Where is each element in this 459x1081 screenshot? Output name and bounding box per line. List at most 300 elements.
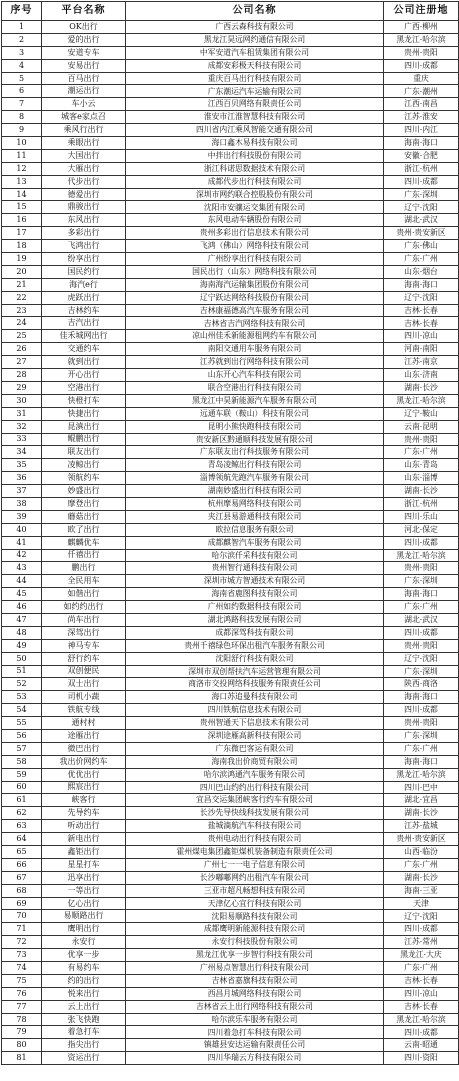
row-platform-name: 麒麟优车 <box>42 536 126 549</box>
row-location: 江西·南昌 <box>384 98 459 111</box>
row-location: 广东·广州 <box>384 858 459 871</box>
row-index: 81 <box>2 1052 42 1065</box>
row-index: 8 <box>2 111 42 124</box>
row-platform-name: 欧了出行 <box>42 523 126 536</box>
table-row <box>2 472 459 485</box>
row-index: 32 <box>2 420 42 433</box>
row-company-name: 贵州电动出行科技有限公司 <box>126 833 384 846</box>
table-row <box>2 162 459 175</box>
table-row <box>2 962 459 975</box>
row-company-name: 杭州摩易网络科技有限公司 <box>126 497 384 510</box>
row-platform-name: 永安行 <box>42 936 126 949</box>
row-platform-name: 东风出行 <box>42 214 126 227</box>
row-location: 江苏·常州 <box>384 936 459 949</box>
table-row <box>2 356 459 369</box>
row-company-name: 天津亿心宜行科技有限公司 <box>126 897 384 910</box>
row-platform-name: 一等出行 <box>42 884 126 897</box>
row-company-name: 沈阳市安骧运交集团有限公司 <box>126 201 384 214</box>
row-index: 20 <box>2 265 42 278</box>
row-index: 1 <box>2 21 42 34</box>
row-platform-name: 大雁出行 <box>42 162 126 175</box>
table-row <box>2 626 459 639</box>
row-company-name: 吉林康福德高汽车服务有限公司 <box>126 304 384 317</box>
table-row <box>2 317 459 330</box>
row-company-name: 深圳市双创帮扶汽车运营管理有限公司 <box>126 665 384 678</box>
row-company-name: 夹江县易游通科技有限公司 <box>126 510 384 523</box>
row-company-name: 青岛凌鲸出行科技有限公司 <box>126 459 384 472</box>
row-platform-name: 鑫钜出行 <box>42 846 126 859</box>
row-platform-name: 车小云 <box>42 98 126 111</box>
table-row <box>2 46 459 59</box>
table-row <box>2 871 459 884</box>
row-index: 54 <box>2 704 42 717</box>
row-company-name: 成都麒智汽车服务有限公司 <box>126 536 384 549</box>
header-registered-location: 公司注册地 <box>384 2 459 21</box>
row-index: 6 <box>2 85 42 98</box>
row-location: 黑龙江·哈尔滨 <box>384 1013 459 1026</box>
row-company-name: 西昌月城网络科技有限公司 <box>126 987 384 1000</box>
row-index: 62 <box>2 807 42 820</box>
row-platform-name: 着急打车 <box>42 1026 126 1039</box>
row-index: 72 <box>2 936 42 949</box>
row-index: 73 <box>2 949 42 962</box>
row-location: 云南·昭通 <box>384 1039 459 1052</box>
table-row <box>2 1013 459 1026</box>
table-row <box>2 987 459 1000</box>
row-location: 贵州·贵阳 <box>384 562 459 575</box>
table-row <box>2 691 459 704</box>
row-company-name: 成都安彩极天科技有限公司 <box>126 59 384 72</box>
header-index: 序号 <box>2 2 42 21</box>
row-platform-name: 尚车出行 <box>42 613 126 626</box>
row-index: 28 <box>2 369 42 382</box>
row-index: 2 <box>2 33 42 46</box>
row-company-name: 四川铁航信息技术有限公司 <box>126 704 384 717</box>
row-index: 39 <box>2 510 42 523</box>
row-index: 41 <box>2 536 42 549</box>
row-company-name: 广州纷享出行科技有限公司 <box>126 253 384 266</box>
table-row <box>2 343 459 356</box>
row-platform-name: 全民用车 <box>42 575 126 588</box>
row-platform-name: 听动出行 <box>42 820 126 833</box>
row-location: 四川·巴中 <box>384 781 459 794</box>
row-platform-name: 如约约出行 <box>42 601 126 614</box>
row-index: 38 <box>2 497 42 510</box>
row-company-name: 黑龙江中昊新能源汽车服务有限公司 <box>126 394 384 407</box>
row-company-name: 黑龙江昊远网约通信有限公司 <box>126 33 384 46</box>
table-row <box>2 846 459 859</box>
row-platform-name: 城客e家点召 <box>42 111 126 124</box>
row-company-name: 哈尔滨乐车服务有限公司 <box>126 1013 384 1026</box>
row-index: 36 <box>2 472 42 485</box>
table-row <box>2 523 459 536</box>
row-index: 51 <box>2 665 42 678</box>
row-company-name: 吉林省吉汽网络科技有限公司 <box>126 317 384 330</box>
row-platform-name: 大国出行 <box>42 149 126 162</box>
row-location: 贵州·贵阳 <box>384 639 459 652</box>
row-index: 71 <box>2 923 42 936</box>
row-platform-name: 领航约车 <box>42 472 126 485</box>
header-platform-name: 平台名称 <box>42 2 126 21</box>
row-location: 四川·内江 <box>384 124 459 137</box>
row-location: 天津 <box>384 897 459 910</box>
row-platform-name: OK出行 <box>42 21 126 34</box>
row-index: 68 <box>2 884 42 897</box>
row-company-name: 飞鸿（佛山）网络科技有限公司 <box>126 240 384 253</box>
row-location: 海南·海口 <box>384 755 459 768</box>
row-platform-name: 深驾出行 <box>42 626 126 639</box>
table-row <box>2 510 459 523</box>
row-location: 广东·潮州 <box>384 85 459 98</box>
row-platform-name: 舒行约车 <box>42 652 126 665</box>
row-platform-name: 飞鸿出行 <box>42 240 126 253</box>
row-index: 27 <box>2 356 42 369</box>
row-company-name: 南阳交通用车服务有限公司 <box>126 343 384 356</box>
row-index: 49 <box>2 639 42 652</box>
row-platform-name: 优享一步 <box>42 949 126 962</box>
row-platform-name: 纷享出行 <box>42 253 126 266</box>
row-platform-name: 空港出行 <box>42 381 126 394</box>
row-location: 四川·成都 <box>384 923 459 936</box>
table-row <box>2 188 459 201</box>
row-platform-name: 吉林约车 <box>42 304 126 317</box>
row-location: 四川·资阳 <box>384 1052 459 1065</box>
row-company-name: 盐城滴航汽车科技有限公司 <box>126 820 384 833</box>
row-platform-name: 鼎骏出行 <box>42 201 126 214</box>
table-row <box>2 149 459 162</box>
row-company-name: 联合空港出行科技有限公司 <box>126 381 384 394</box>
row-company-name: 三亚市超凡畅想科技有限公司 <box>126 884 384 897</box>
row-location: 辽宁·沈阳 <box>384 910 459 923</box>
row-company-name: 湖北鸿路科技发展有限公司 <box>126 613 384 626</box>
row-platform-name: 我出价网约车 <box>42 755 126 768</box>
table-row <box>2 201 459 214</box>
row-location: 吉林·长春 <box>384 317 459 330</box>
row-location: 云南·昆明 <box>384 420 459 433</box>
row-location: 吉林·长春 <box>384 1000 459 1013</box>
row-location: 贵州·贵阳 <box>384 46 459 59</box>
row-platform-name: 微巴出行 <box>42 742 126 755</box>
table-row <box>2 601 459 614</box>
row-index: 7 <box>2 98 42 111</box>
row-index: 44 <box>2 575 42 588</box>
row-company-name: 沈阳舒行科技有限公司 <box>126 652 384 665</box>
table-row <box>2 240 459 253</box>
row-location: 浙江·杭州 <box>384 497 459 510</box>
row-platform-name: 吉汽出行 <box>42 317 126 330</box>
table-row <box>2 923 459 936</box>
table-row <box>2 794 459 807</box>
row-company-name: 深圳途雁高新科技有限公司 <box>126 729 384 742</box>
row-index: 64 <box>2 833 42 846</box>
table-row <box>2 884 459 897</box>
row-company-name: 成都深驾科技有限公司 <box>126 626 384 639</box>
row-index: 17 <box>2 227 42 240</box>
row-location: 贵州·贵安新区 <box>384 227 459 240</box>
row-platform-name: 约的出行 <box>42 974 126 987</box>
row-platform-name: 双创便民 <box>42 665 126 678</box>
row-index: 70 <box>2 910 42 923</box>
row-index: 9 <box>2 124 42 137</box>
row-company-name: 海南海汽运输集团股份有限公司 <box>126 278 384 291</box>
row-location: 黑龙江·大庆 <box>384 949 459 962</box>
table-row <box>2 420 459 433</box>
row-index: 42 <box>2 549 42 562</box>
row-index: 5 <box>2 72 42 85</box>
row-index: 11 <box>2 149 42 162</box>
row-company-name: 广东微巴客运有限公司 <box>126 742 384 755</box>
table-row <box>2 497 459 510</box>
row-index: 67 <box>2 871 42 884</box>
table-row <box>2 858 459 871</box>
row-platform-name: 指尖出行 <box>42 1039 126 1052</box>
table-row <box>2 72 459 85</box>
platform-table <box>1 1 459 1065</box>
row-company-name: 淄博领航先跑汽车服务有限公司 <box>126 472 384 485</box>
table-row <box>2 369 459 382</box>
row-index: 75 <box>2 974 42 987</box>
row-platform-name: 德爱出行 <box>42 188 126 201</box>
table-row <box>2 175 459 188</box>
row-platform-name: 就到出行 <box>42 356 126 369</box>
table-row <box>2 704 459 717</box>
row-company-name: 海口苏追曼科技有限公司 <box>126 691 384 704</box>
table-row <box>2 111 459 124</box>
row-location: 吉林·长春 <box>384 974 459 987</box>
row-index: 69 <box>2 897 42 910</box>
row-index: 31 <box>2 407 42 420</box>
table-row <box>2 807 459 820</box>
row-location: 河南·南阳 <box>384 343 459 356</box>
row-platform-name: 星星打车 <box>42 858 126 871</box>
row-company-name: 欧拉信息服务有限公司 <box>126 523 384 536</box>
row-location: 重庆 <box>384 72 459 85</box>
row-location: 四川·成都 <box>384 704 459 717</box>
row-index: 3 <box>2 46 42 59</box>
table-row <box>2 717 459 730</box>
row-location: 广东·深圳 <box>384 575 459 588</box>
row-platform-name: 昆滇出行 <box>42 420 126 433</box>
row-platform-name: 佳禾城网出行 <box>42 330 126 343</box>
row-location: 陕西·商洛 <box>384 678 459 691</box>
row-platform-name: 悦来出行 <box>42 987 126 1000</box>
row-platform-name: 通村村 <box>42 717 126 730</box>
row-location: 黑龙江·哈尔滨 <box>384 33 459 46</box>
row-platform-name: 快捷出行 <box>42 407 126 420</box>
row-company-name: 浙江科诺思数据技术有限公司 <box>126 162 384 175</box>
row-platform-name: 仟禧出行 <box>42 549 126 562</box>
row-index: 80 <box>2 1039 42 1052</box>
row-index: 59 <box>2 768 42 781</box>
row-company-name: 镇雄县安达运输有限责任公司 <box>126 1039 384 1052</box>
row-index: 26 <box>2 343 42 356</box>
row-company-name: 哈尔滨仟采科技有限公司 <box>126 549 384 562</box>
row-location: 四川·成都 <box>384 626 459 639</box>
row-index: 63 <box>2 820 42 833</box>
table-row <box>2 33 459 46</box>
table-row <box>2 575 459 588</box>
row-index: 30 <box>2 394 42 407</box>
table-row <box>2 910 459 923</box>
row-company-name: 湖南妙盛出行科技有限公司 <box>126 485 384 498</box>
row-company-name: 中拌出行科技股份有限公司 <box>126 149 384 162</box>
row-location: 辽宁·鞍山 <box>384 407 459 420</box>
table-row <box>2 549 459 562</box>
row-location: 广东·广州 <box>384 253 459 266</box>
row-company-name: 四川着急打车科技有限公司 <box>126 1026 384 1039</box>
row-company-name: 远通车联（鞍山）科技有限公司 <box>126 407 384 420</box>
row-index: 74 <box>2 962 42 975</box>
row-company-name: 贵州智通天下信息技术有限公司 <box>126 717 384 730</box>
row-index: 25 <box>2 330 42 343</box>
row-platform-name: 途雁出行 <box>42 729 126 742</box>
row-index: 61 <box>2 794 42 807</box>
row-company-name: 重庆百马出行科技有限公司 <box>126 72 384 85</box>
header-row <box>2 2 459 21</box>
row-company-name: 成都鹰明新能源科技有限公司 <box>126 923 384 936</box>
row-index: 33 <box>2 433 42 446</box>
row-platform-name: 神马专车 <box>42 639 126 652</box>
row-platform-name: 代步出行 <box>42 175 126 188</box>
table-row <box>2 1000 459 1013</box>
row-company-name: 山东开心汽车科技有限公司 <box>126 369 384 382</box>
row-location: 广东·深圳 <box>384 729 459 742</box>
row-location: 海南·海口 <box>384 691 459 704</box>
row-platform-name: 鲲鹏出行 <box>42 433 126 446</box>
row-platform-name: 优优出行 <box>42 768 126 781</box>
row-index: 66 <box>2 858 42 871</box>
table-row <box>2 21 459 34</box>
row-company-name: 广州七一一电子信息有限公司 <box>126 858 384 871</box>
row-index: 13 <box>2 175 42 188</box>
row-platform-name: 新电出行 <box>42 833 126 846</box>
row-company-name: 四川华瑞云方科技有限公司 <box>126 1052 384 1065</box>
row-platform-name: 易顺路出行 <box>42 910 126 923</box>
row-location: 黑龙江·哈尔滨 <box>384 394 459 407</box>
row-location: 四川·成都 <box>384 1026 459 1039</box>
row-company-name: 凉山州佳禾新能源租网约车有限公司 <box>126 330 384 343</box>
row-index: 23 <box>2 304 42 317</box>
row-company-name: 黑龙江优享一步智行科技有限公司 <box>126 949 384 962</box>
row-company-name: 海口鑫木易科技有限公司 <box>126 137 384 150</box>
row-platform-name: 如偕出行 <box>42 588 126 601</box>
row-company-name: 长沙先导快线科技发展有限公司 <box>126 807 384 820</box>
row-platform-name: 峡客行 <box>42 794 126 807</box>
row-company-name: 成都代步出行科技有限公司 <box>126 175 384 188</box>
table-row <box>2 755 459 768</box>
row-platform-name: 鹰明出行 <box>42 923 126 936</box>
row-platform-name: 安道专车 <box>42 46 126 59</box>
row-platform-name: 云上出行 <box>42 1000 126 1013</box>
row-company-name: 霍州煤电集团鑫钜煤机装备制造有限责任公司 <box>126 846 384 859</box>
row-location: 广东·广州 <box>384 742 459 755</box>
row-company-name: 吉林省云上出行网络科技有限公司 <box>126 1000 384 1013</box>
row-company-name: 辽宁跃达网络科技股份有限公司 <box>126 291 384 304</box>
row-index: 55 <box>2 717 42 730</box>
table-row <box>2 639 459 652</box>
row-company-name: 广东联友出行科技服务有限公司 <box>126 446 384 459</box>
row-location: 吉林·长春 <box>384 304 459 317</box>
row-index: 76 <box>2 987 42 1000</box>
table-row <box>2 1052 459 1065</box>
row-location: 湖北·武汉 <box>384 214 459 227</box>
row-platform-name: 快橙打车 <box>42 394 126 407</box>
table-row <box>2 562 459 575</box>
row-location: 广东·广州 <box>384 446 459 459</box>
row-index: 12 <box>2 162 42 175</box>
table-row <box>2 407 459 420</box>
table-row <box>2 85 459 98</box>
row-location: 广东·深圳 <box>384 665 459 678</box>
table-row <box>2 781 459 794</box>
row-index: 60 <box>2 781 42 794</box>
row-platform-name: 有易约车 <box>42 962 126 975</box>
table-row <box>2 485 459 498</box>
row-index: 48 <box>2 626 42 639</box>
row-index: 56 <box>2 729 42 742</box>
row-platform-name: 蘑菇出行 <box>42 510 126 523</box>
row-index: 52 <box>2 678 42 691</box>
row-index: 46 <box>2 601 42 614</box>
row-location: 湖南·长沙 <box>384 871 459 884</box>
row-location: 山东·烟台 <box>384 265 459 278</box>
table-row <box>2 124 459 137</box>
row-location: 湖北·武汉 <box>384 613 459 626</box>
row-index: 10 <box>2 137 42 150</box>
row-index: 45 <box>2 588 42 601</box>
row-company-name: 东风电动车辆股份有限公司 <box>126 214 384 227</box>
row-location: 辽宁·沈阳 <box>384 652 459 665</box>
row-location: 海南·三亚 <box>384 884 459 897</box>
row-location: 辽宁·沈阳 <box>384 201 459 214</box>
row-platform-name: 开心出行 <box>42 369 126 382</box>
table-body <box>2 21 459 1065</box>
row-platform-name: 乘风行出行 <box>42 124 126 137</box>
row-platform-name: 资运出行 <box>42 1052 126 1065</box>
table-row <box>2 536 459 549</box>
row-platform-name: 百马出行 <box>42 72 126 85</box>
row-index: 21 <box>2 278 42 291</box>
row-platform-name: 海汽e行 <box>42 278 126 291</box>
row-platform-name: 多彩出行 <box>42 227 126 240</box>
row-location: 江苏·南京 <box>384 356 459 369</box>
row-company-name: 中军安道汽车租赁集团有限公司 <box>126 46 384 59</box>
table-row <box>2 330 459 343</box>
table-row <box>2 278 459 291</box>
row-location: 湖南·长沙 <box>384 807 459 820</box>
row-platform-name: 司机小蔬 <box>42 691 126 704</box>
table-row <box>2 459 459 472</box>
table-row <box>2 742 459 755</box>
row-location: 山西·临汾 <box>384 846 459 859</box>
table-row <box>2 59 459 72</box>
row-platform-name: 张飞快跑 <box>42 1013 126 1026</box>
row-location: 江苏·淮安 <box>384 111 459 124</box>
table-row <box>2 588 459 601</box>
row-location: 四川·凉山 <box>384 987 459 1000</box>
row-company-name: 贵州千禧绿色环保出租汽车服务有限公司 <box>126 639 384 652</box>
table-row <box>2 665 459 678</box>
row-location: 广东·广州 <box>384 962 459 975</box>
table-row <box>2 433 459 446</box>
row-index: 43 <box>2 562 42 575</box>
row-location: 黑龙江·哈尔滨 <box>384 549 459 562</box>
row-index: 22 <box>2 291 42 304</box>
row-location: 辽宁·沈阳 <box>384 291 459 304</box>
row-index: 40 <box>2 523 42 536</box>
table-row <box>2 936 459 949</box>
row-location: 海南·海口 <box>384 278 459 291</box>
